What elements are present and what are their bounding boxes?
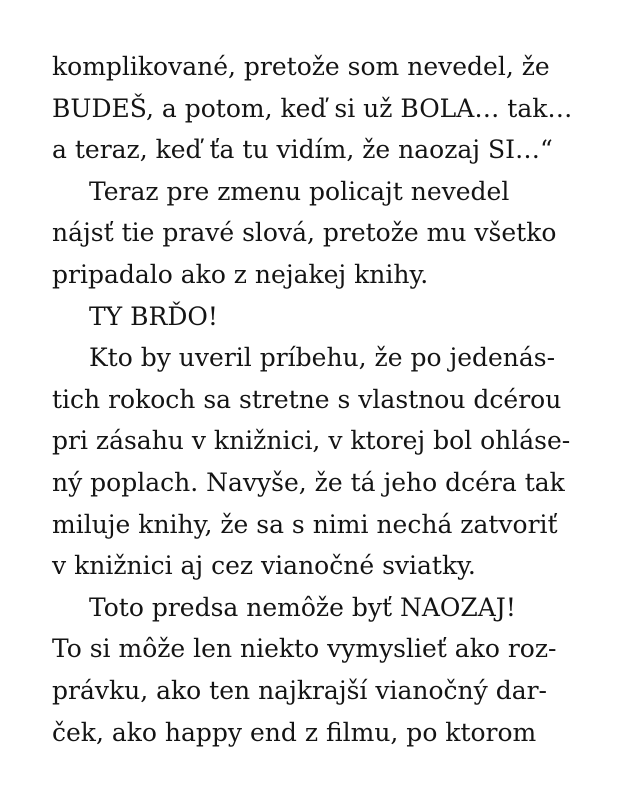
- text-line-10: pri zásahu v knižnici, v ktorej bol ohláse-: [52, 426, 571, 456]
- paragraph-start-line-4: Teraz pre zmenu policajt nevedel: [89, 176, 510, 206]
- text-line-3: a teraz, keď ťa tu vidím, že naozaj SI…“: [52, 135, 553, 165]
- text-line-1: komplikované, pretože som nevedel, že: [52, 52, 550, 81]
- text-line-13: v knižnici aj cez vianočné sviatky.: [52, 551, 476, 581]
- body-text: [52, 46, 592, 753]
- text-line-5: nájsť tie pravé slová, pretože mu všetko: [52, 218, 557, 248]
- text-line-16: právku, ako ten najkrajší vianočný dar-: [52, 675, 548, 705]
- text-line-11: ný poplach. Navyše, že tá jeho dcéra tak: [52, 467, 565, 497]
- text-line-15: To si môže len niekto vymyslieť ako roz-: [52, 634, 557, 664]
- paragraph-start-line-7: TY BRĎO!: [89, 301, 218, 331]
- text-line-2: BUDEŠ, a potom, keď si už BOLA… tak…: [52, 93, 573, 123]
- paragraph-start-line-8: Kto by uveril príbehu, že po jedenás-: [89, 343, 556, 373]
- text-line-17: ček, ako happy end z filmu, po ktorom: [52, 717, 537, 747]
- paragraph-start-line-14: Toto predsa nemôže byť NAOZAJ!: [89, 592, 516, 622]
- text-line-12: miluje knihy, že sa s nimi nechá zatvoriť: [52, 509, 558, 539]
- text-line-9: tich rokoch sa stretne s vlastnou dcérou: [52, 384, 562, 414]
- text-line-6: pripadalo ako z nejakej knihy.: [52, 259, 429, 289]
